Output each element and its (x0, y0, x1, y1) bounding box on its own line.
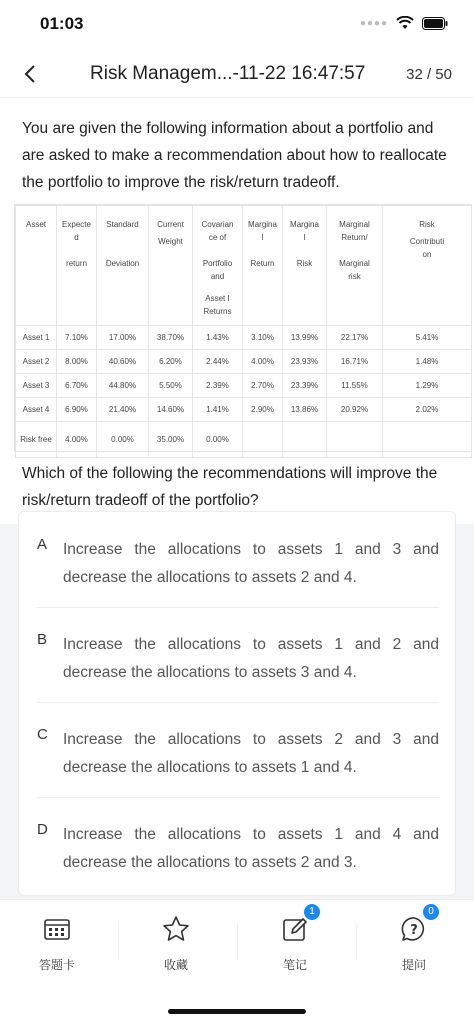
tab-label: 提问 (401, 958, 426, 972)
table-row (16, 374, 472, 398)
status-bar (0, 0, 474, 52)
tab-answer-card[interactable] (17, 914, 97, 973)
option-divider (37, 607, 439, 608)
option-a[interactable] (37, 536, 439, 592)
options-card (18, 511, 456, 896)
table-cell: 17.00% (97, 326, 149, 350)
portfolio-table (14, 204, 472, 452)
table-header-row (16, 206, 472, 326)
notes-badge: 1 (304, 904, 320, 920)
table-cell: 23.39% (283, 374, 327, 398)
table-cell: 44.80% (97, 374, 149, 398)
table-cell: 13.86% (283, 398, 327, 422)
table-cell: 3.10% (243, 326, 283, 350)
table-cell: 1.41% (193, 398, 243, 422)
table-cell: 2.90% (243, 398, 283, 422)
status-icons (360, 16, 448, 30)
table-cell: 23.93% (283, 350, 327, 374)
table-cell: 1.29% (383, 374, 472, 398)
table-cell: 11.55% (327, 374, 383, 398)
table-cell (383, 422, 472, 458)
table-cell: Risk free (16, 422, 57, 458)
table-cell: 20.92% (327, 398, 383, 422)
table-cell: 5.50% (149, 374, 193, 398)
question-area (0, 99, 474, 524)
table-header-cell: Risk Contributi on (383, 206, 472, 326)
table-cell (327, 422, 383, 458)
tab-ask[interactable] (374, 906, 454, 973)
answer-card-icon (42, 914, 72, 944)
home-indicator (168, 1009, 306, 1014)
table-cell: 5.41% (383, 326, 472, 350)
table-cell (283, 422, 327, 458)
tab-label: 收藏 (163, 958, 188, 972)
table-header-cell: Marginal Return/ Marginal risk (327, 206, 383, 326)
table-cell: 4.00% (57, 422, 97, 458)
tab-separator (237, 924, 238, 960)
table-cell: 2.44% (193, 350, 243, 374)
option-letter: C (37, 726, 48, 743)
svg-text:?: ? (410, 923, 418, 938)
table-header-cell: Covarian ce of Portfolio and Asset I Returns (193, 206, 243, 326)
tab-separator (118, 924, 119, 960)
tab-label: 笔记 (282, 958, 307, 972)
table-cell: 22.17% (327, 326, 383, 350)
table-row (16, 422, 472, 458)
table-cell: 1.48% (383, 350, 472, 374)
table-cell: 14.60% (149, 398, 193, 422)
bottom-tab-bar (0, 899, 474, 984)
back-chevron-icon[interactable] (16, 60, 44, 88)
nav-bar (0, 52, 474, 98)
option-divider (37, 702, 439, 703)
page-title: Risk Managem...-11-22 16:47:57 (90, 63, 366, 84)
star-icon (161, 914, 191, 944)
table-cell: 6.20% (149, 350, 193, 374)
table-cell: 40.60% (97, 350, 149, 374)
option-letter: D (37, 821, 48, 838)
table-cell: 4.00% (243, 350, 283, 374)
table-row (16, 326, 472, 350)
table-cell (243, 422, 283, 458)
table-cell: 2.02% (383, 398, 472, 422)
tab-favorite[interactable] (136, 914, 216, 973)
table-header-cell: Margina l Risk (283, 206, 327, 326)
option-letter: B (37, 631, 48, 648)
option-d[interactable] (37, 821, 439, 877)
option-c[interactable] (37, 726, 439, 782)
ask-badge: 0 (423, 904, 439, 920)
tab-notes[interactable] (255, 906, 335, 973)
table-cell: Asset 3 (16, 374, 57, 398)
table-cell: 16.71% (327, 350, 383, 374)
question-current: 32 (406, 66, 423, 83)
table-cell: 0.00% (97, 422, 149, 458)
table-cell: 21.40% (97, 398, 149, 422)
option-b[interactable] (37, 631, 439, 687)
table-cell: 1.43% (193, 326, 243, 350)
table-cell: 0.00% (193, 422, 243, 458)
table-cell: 2.70% (243, 374, 283, 398)
table-cell: Asset 2 (16, 350, 57, 374)
note-edit-icon (280, 906, 315, 944)
wifi-icon (396, 16, 414, 30)
option-text: Increase the allocations to assets 1 and 4 and decrease the allocations to assets 2 and 3. (63, 826, 439, 871)
table-cell: 6.70% (57, 374, 97, 398)
signal-icon: ●●●● (359, 17, 388, 29)
option-text: Increase the allocations to assets 2 and 3 and decrease the allocations to assets 1 and 4. (63, 731, 439, 776)
table-cell: Asset 1 (16, 326, 57, 350)
table-cell: 2.39% (193, 374, 243, 398)
option-text: Increase the allocations to assets 1 and 2 and decrease the allocations to assets 3 and 4. (63, 636, 439, 681)
status-time: 01:03 (40, 14, 84, 33)
question-counter (406, 66, 452, 83)
table-header-cell: Margina l Return (243, 206, 283, 326)
option-letter: A (37, 536, 48, 553)
battery-icon (422, 17, 448, 30)
table-cell: 38.70% (149, 326, 193, 350)
table-header-cell: Expecte d return (57, 206, 97, 326)
table-header-cell: Standard Deviation (97, 206, 149, 326)
table-cell: 35.00% (149, 422, 193, 458)
question-prompt: Which of the following the recommendations will improve the risk/return tradeoff of the portfolio? (22, 465, 438, 509)
table-row (16, 350, 472, 374)
question-total: / 50 (426, 66, 452, 83)
question-stem: You are given the following information about a portfolio and are asked to make a recommendation about how to reallocate the portfolio to improve the risk/return tradeoff. (22, 120, 447, 191)
tab-label: 答题卡 (38, 958, 75, 972)
table-header-cell: Asset (16, 206, 57, 326)
table-header-cell: Current Weight (149, 206, 193, 326)
table-cell: 13.99% (283, 326, 327, 350)
table-cell: 6.90% (57, 398, 97, 422)
table-cell: Asset 4 (16, 398, 57, 422)
tab-separator (356, 924, 357, 960)
question-bubble-icon (399, 906, 434, 944)
table-cell: 8.00% (57, 350, 97, 374)
option-text: Increase the allocations to assets 1 and 3 and decrease the allocations to assets 2 and 4. (63, 541, 439, 586)
option-divider (37, 797, 439, 798)
table-cell: 7.10% (57, 326, 97, 350)
table-row (16, 398, 472, 422)
